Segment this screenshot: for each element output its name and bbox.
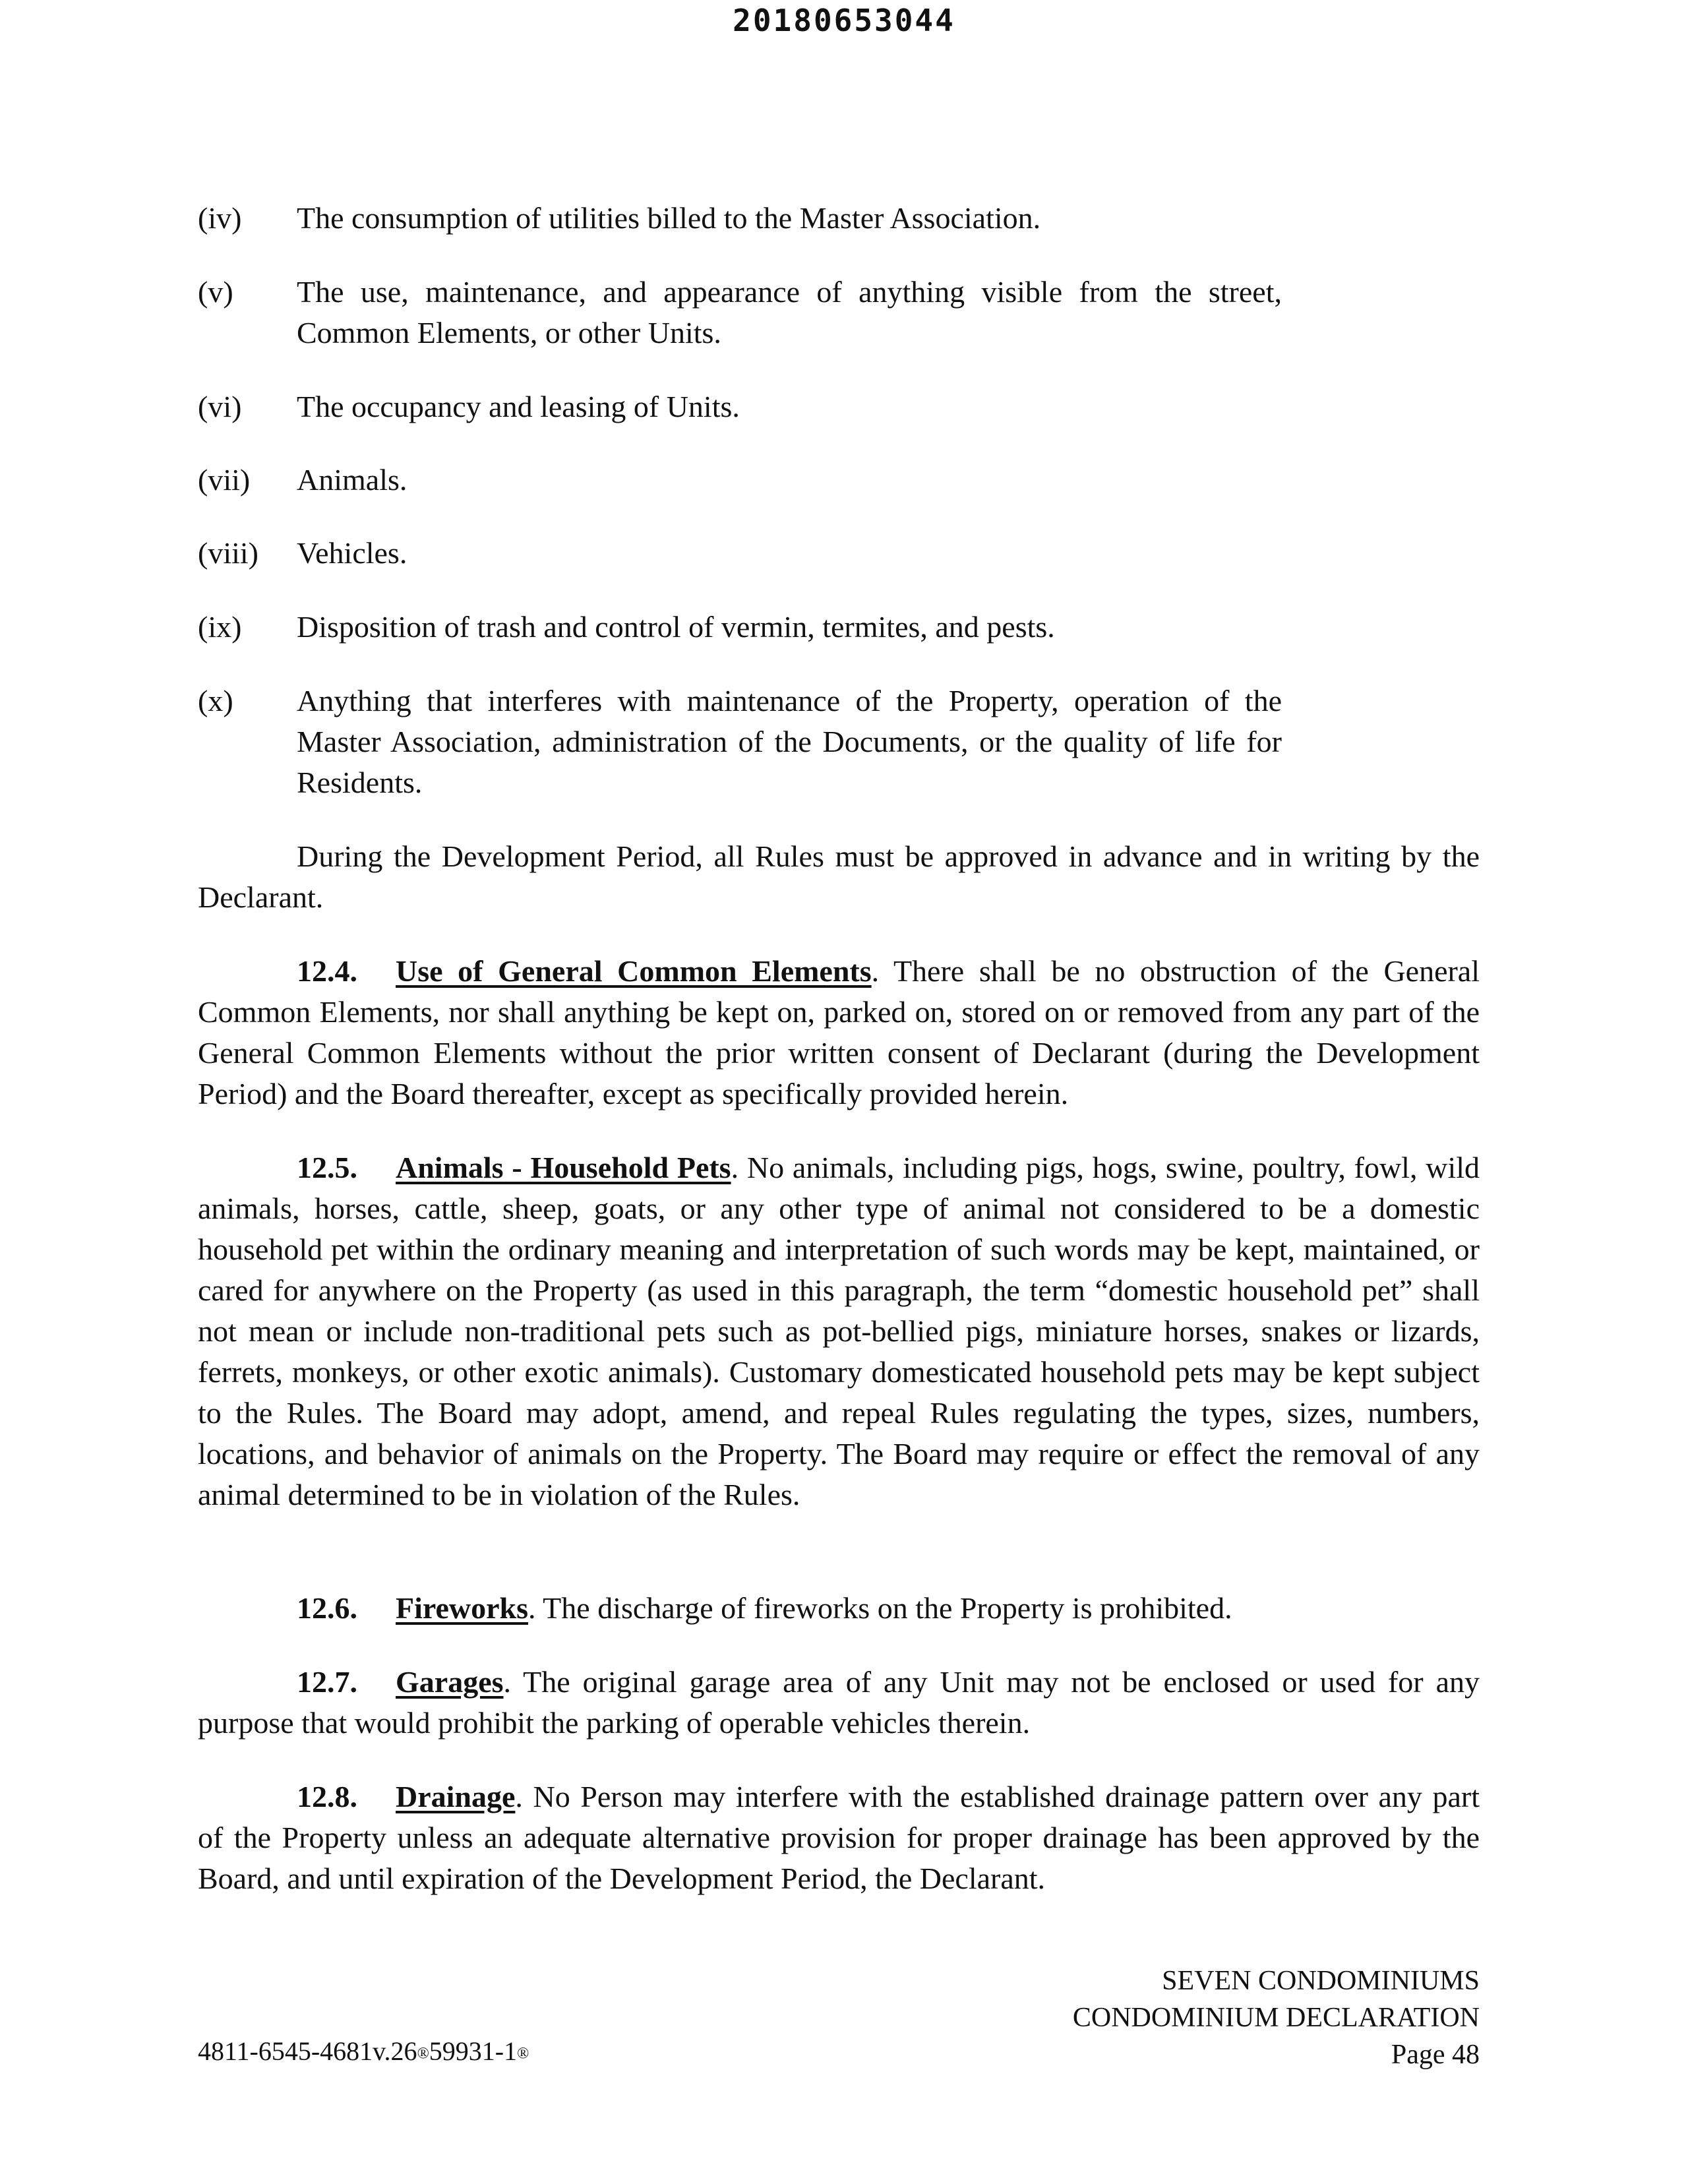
list-item-number: (x) (198, 684, 233, 717)
registered-mark: ® (417, 2045, 429, 2063)
section-number: 12.7. (297, 1665, 357, 1699)
section-title: Animals - Household Pets (396, 1151, 731, 1184)
section-number: 12.5. (297, 1151, 357, 1184)
section-12-6 (198, 1588, 1480, 1629)
list-item-text: The consumption of utilities billed to the Master Association. (297, 201, 1041, 235)
section-text: . No animals, including pigs, hogs, swine, poultry, fowl, wild animals, horses, cattle, sheep, goats, or any other type of animal not considered to be a domestic household pet within the ordinary meaning and interpretation of such words may be kept, maintained, or cared for anywhere on the Property (as used in this paragraph, the term “domestic household pet” shall not mean or include non-traditional pets such as pot-bellied pigs, miniature horses, snakes or lizards, ferrets, monkeys, or other exotic animals). Customary domesticated household pets may be kept subject to the Rules. The Board may adopt, amend, and repeal Rules regulating the types, sizes, numbers, locations, and behavior of animals on the Property. The Board may require or effect the removal of any animal determined to be in violation of the Rules. (198, 1151, 1480, 1511)
section-12-5 (198, 1147, 1480, 1515)
list-item-text: Vehicles. (297, 536, 407, 570)
list-item-number: (iv) (198, 201, 242, 235)
section-12-8 (198, 1776, 1480, 1899)
list-item-number: (viii) (198, 536, 258, 570)
page-number: Page 48 (1391, 2040, 1480, 2070)
section-title: Use of General Common Elements (396, 954, 872, 988)
section-title: Garages (396, 1665, 504, 1699)
section-number: 12.6. (297, 1591, 357, 1625)
section-title: Drainage (396, 1780, 516, 1813)
section-title: Fireworks (396, 1591, 529, 1625)
section-12-4 (198, 951, 1480, 1114)
list-item-number: (vi) (198, 390, 242, 423)
document-id-part: 4811-6545-4681v.26 (198, 2036, 417, 2066)
list-item-number: (v) (198, 275, 233, 309)
document-id-part: 59931-1 (429, 2036, 518, 2066)
registered-mark: ® (517, 2045, 529, 2063)
section-number: 12.8. (297, 1780, 357, 1813)
section-text: . No Person may interfere with the established drainage pattern over any part of the Property unless an adequate alternative provision for proper drainage has been approved by the Board, and until expiration of the Development Period, the Declarant. (198, 1780, 1480, 1895)
footer-title-line: CONDOMINIUM DECLARATION (1072, 2003, 1480, 2033)
section-text: . The original garage area of any Unit may not be enclosed or used for any purpose that would prohibit the parking of operable vehicles therein. (198, 1665, 1480, 1740)
list-item-text: Animals. (297, 463, 407, 497)
section-text: . The discharge of fireworks on the Property is prohibited. (528, 1591, 1232, 1625)
list-item-text: The use, maintenance, and appearance of anything visible from the street, Common Elements, or other Units. (297, 275, 1282, 349)
footer-document-id (198, 2036, 529, 2067)
footer-title-line: SEVEN CONDOMINIUMS (1162, 1966, 1480, 1996)
footer-document-title (1073, 1962, 1480, 2073)
list-item-text: Disposition of trash and control of vermin, termites, and pests. (297, 610, 1055, 644)
section-text: . There shall be no obstruction of the General Common Elements, nor shall anything be kept on, parked on, stored on or removed from any part of the General Common Elements without the prior written consent of Declarant (during the Development Period) and the Board thereafter, except as specifically provided herein. (198, 954, 1480, 1110)
list-item-number: (vii) (198, 463, 251, 497)
list-item-text: Anything that interferes with maintenance of the Property, operation of the Master Association, administration of the Documents, or the quality of life for Residents. (297, 684, 1282, 799)
development-period-paragraph: During the Development Period, all Rules must be approved in advance and in writing by the Declarant. (198, 839, 1480, 914)
document-number: 20180653044 (733, 3, 955, 38)
section-number: 12.4. (297, 954, 357, 988)
list-item-number: (ix) (198, 610, 242, 644)
section-12-7 (198, 1662, 1480, 1744)
list-item-text: The occupancy and leasing of Units. (297, 390, 740, 423)
